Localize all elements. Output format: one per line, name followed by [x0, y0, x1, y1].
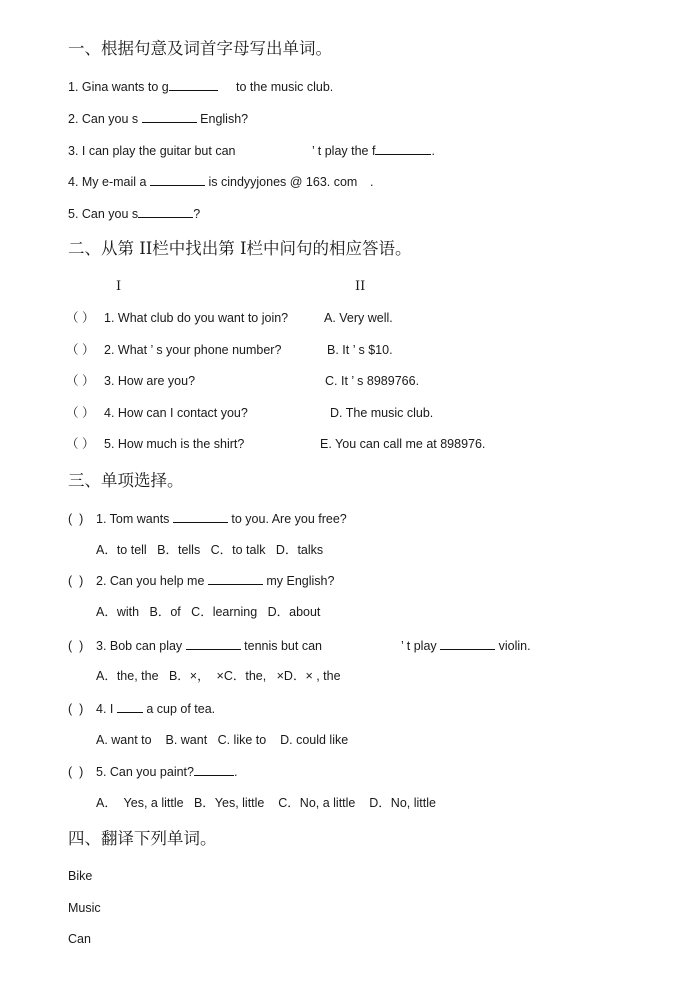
s1-question-3-rest: ’ t play the f .: [312, 144, 435, 158]
answer-paren[interactable]: ( ): [68, 639, 84, 653]
answer-blank[interactable]: [150, 174, 205, 186]
match-question: 2. What ’ s your phone number?: [104, 343, 282, 357]
answer-blank[interactable]: [142, 111, 197, 123]
word-item: Music: [68, 901, 101, 915]
answer-blank[interactable]: [440, 638, 495, 650]
s1-question-5: 5. Can you s ?: [68, 207, 201, 221]
s1-question-1-rest: to the music club.: [236, 80, 334, 94]
answer-paren[interactable]: ( ): [68, 702, 84, 716]
answer-paren[interactable]: （ ）: [66, 343, 95, 357]
answer-blank[interactable]: [375, 143, 431, 155]
answer-paren[interactable]: （ ）: [66, 406, 95, 420]
s3-question-1-options: A．to tell B．tells C．to talk D．talks: [96, 543, 324, 557]
column-2-header: II: [355, 279, 366, 294]
answer-paren[interactable]: ( ): [68, 765, 84, 779]
match-answer: E. You can call me at 898976.: [320, 437, 486, 451]
s3-question-5-options: A． Yes, a little B．Yes, little C．No, a little D．No, little: [96, 796, 436, 810]
section-3-heading: 三、单项选择。: [68, 471, 184, 490]
s1-question-3: 3. I can play the guitar but can: [68, 144, 236, 158]
word-item: Can: [68, 932, 91, 946]
answer-paren[interactable]: ( ): [68, 512, 84, 526]
s3-question-5: 5. Can you paint? .: [96, 765, 238, 779]
answer-blank[interactable]: [194, 764, 234, 776]
s3-question-3-rest: ’ t play violin.: [401, 639, 531, 653]
match-question: 5. How much is the shirt?: [104, 437, 245, 451]
match-answer: D. The music club.: [330, 406, 434, 420]
answer-blank[interactable]: [169, 79, 218, 91]
word-item: Bike: [68, 869, 93, 883]
match-answer: A. Very well.: [324, 311, 393, 325]
answer-paren[interactable]: ( ): [68, 574, 84, 588]
s3-question-4-options: A. want to B. want C. like to D. could like: [96, 733, 349, 747]
s1-question-2: 2. Can you s English?: [68, 112, 249, 126]
section-2-heading: 二、从第 II栏中找出第 I栏中问句的相应答语。: [68, 239, 412, 258]
answer-blank[interactable]: [138, 206, 193, 218]
s3-question-1: 1. Tom wants to you. Are you free?: [96, 512, 347, 526]
section-1-heading: 一、根据句意及词首字母写出单词。: [68, 39, 332, 58]
answer-paren[interactable]: （ ）: [66, 374, 95, 388]
answer-blank[interactable]: [186, 638, 241, 650]
answer-blank[interactable]: [208, 573, 263, 585]
answer-paren[interactable]: （ ）: [66, 437, 95, 451]
answer-blank[interactable]: [173, 511, 228, 523]
match-answer: C. It ’ s 8989766.: [325, 374, 420, 388]
s1-question-4-period: .: [370, 175, 374, 189]
s3-question-2: 2. Can you help me my English?: [96, 574, 335, 588]
s3-question-3-options: A．the, the B．×， ×C．the, ×D．× , the: [96, 669, 341, 683]
match-question: 4. How can I contact you?: [104, 406, 248, 420]
answer-paren[interactable]: （ ）: [66, 311, 95, 325]
match-question: 1. What club do you want to join?: [104, 311, 289, 325]
s3-question-2-options: A．with B．of C．learning D．about: [96, 605, 321, 619]
section-4-heading: 四、翻译下列单词。: [68, 829, 217, 848]
match-question: 3. How are you?: [104, 374, 196, 388]
s1-question-1: 1. Gina wants to g: [68, 79, 218, 95]
column-1-header: I: [116, 279, 122, 294]
s3-question-4: 4. I a cup of tea.: [96, 702, 216, 716]
answer-blank[interactable]: [117, 701, 143, 713]
s3-question-3: 3. Bob can play tennis but can: [96, 639, 322, 653]
s1-question-4: 4. My e-mail a is cindyyjones @ 163. com: [68, 175, 358, 189]
match-answer: B. It ’ s $10.: [327, 343, 393, 357]
